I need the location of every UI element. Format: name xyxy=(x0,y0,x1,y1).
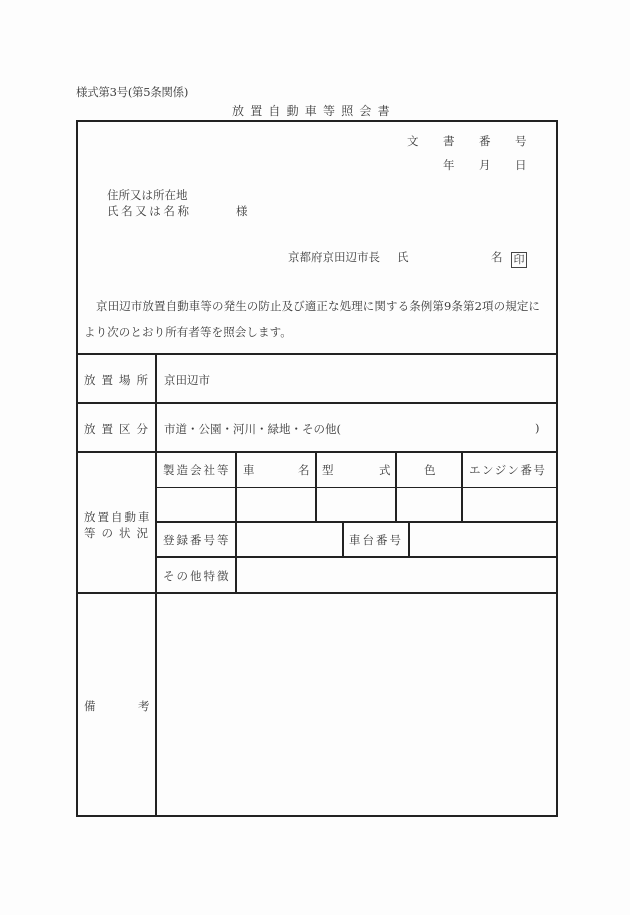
registration-field[interactable] xyxy=(238,524,341,555)
sender-name-prefix: 氏 xyxy=(397,250,409,264)
doc-number-char-3: 番 xyxy=(479,134,491,148)
name-label: 氏名又は名称 xyxy=(107,204,192,218)
col-divider xyxy=(315,451,317,521)
doc-number-char-4: 号 xyxy=(515,134,527,148)
remarks-label-a: 備 xyxy=(84,699,96,713)
category-label: 放置区分 xyxy=(84,422,154,436)
row-divider xyxy=(156,487,556,488)
engine-number-field[interactable] xyxy=(464,490,554,520)
maker-field[interactable] xyxy=(158,490,234,520)
registration-label: 登録番号等 xyxy=(163,533,231,547)
location-value[interactable]: 京田辺市 xyxy=(164,373,210,387)
doc-number-char-2: 書 xyxy=(443,134,455,148)
row-divider xyxy=(76,402,556,404)
color-field[interactable] xyxy=(398,490,460,520)
car-name-header-b: 名 xyxy=(298,463,310,477)
engine-number-header: エンジン番号 xyxy=(469,463,547,477)
category-close-paren: ) xyxy=(535,421,540,435)
model-header-b: 式 xyxy=(379,463,391,477)
date-day: 日 xyxy=(515,158,527,172)
doc-number-char-1: 文 xyxy=(407,134,419,148)
honorific: 様 xyxy=(236,204,248,218)
date-year: 年 xyxy=(443,158,455,172)
car-name-header-a: 車 xyxy=(243,463,255,477)
form-number: 様式第3号(第5条関係) xyxy=(76,85,189,99)
category-options[interactable]: 市道・公園・河川・緑地・その他( xyxy=(164,422,341,436)
date-month: 月 xyxy=(479,158,491,172)
row-divider xyxy=(76,592,556,594)
seal-icon: 印 xyxy=(511,252,527,268)
col-divider xyxy=(408,521,410,556)
body-line-2: より次のとおり所有者等を照会します。 xyxy=(84,325,292,339)
model-header-a: 型 xyxy=(322,463,334,477)
label-column-divider xyxy=(155,353,157,815)
location-label: 放置場所 xyxy=(84,373,154,387)
row-divider xyxy=(76,353,556,355)
col-divider xyxy=(395,451,397,521)
sender-title: 京都府京田辺市長 xyxy=(288,250,380,264)
col-divider xyxy=(461,451,463,521)
maker-header: 製造会社等 xyxy=(163,463,231,477)
body-line-1: 京田辺市放置自動車等の発生の防止及び適正な処理に関する条例第9条第2項の規定に xyxy=(96,299,541,313)
col-divider xyxy=(235,451,237,592)
row-divider xyxy=(156,521,556,523)
remarks-field[interactable] xyxy=(158,595,554,813)
body-paragraph xyxy=(84,293,554,345)
row-divider xyxy=(156,556,556,558)
seal-mark xyxy=(511,248,527,268)
other-features-field[interactable] xyxy=(238,559,554,591)
vehicle-status-label-2: 等の状況 xyxy=(84,526,154,540)
document-title: 放置自動車等照会書 xyxy=(232,104,396,118)
chassis-label: 車台番号 xyxy=(349,533,403,547)
car-name-field[interactable] xyxy=(238,490,314,520)
remarks-label-b: 考 xyxy=(138,699,150,713)
vehicle-status-label-1: 放置自動車 xyxy=(84,510,152,524)
col-divider xyxy=(342,521,344,556)
chassis-number-field[interactable] xyxy=(411,524,554,555)
color-header: 色 xyxy=(424,463,436,477)
address-label: 住所又は所在地 xyxy=(107,188,188,202)
model-field[interactable] xyxy=(318,490,394,520)
sender-name-suffix: 名 xyxy=(491,250,503,264)
other-features-label: その他特徴 xyxy=(163,569,231,583)
